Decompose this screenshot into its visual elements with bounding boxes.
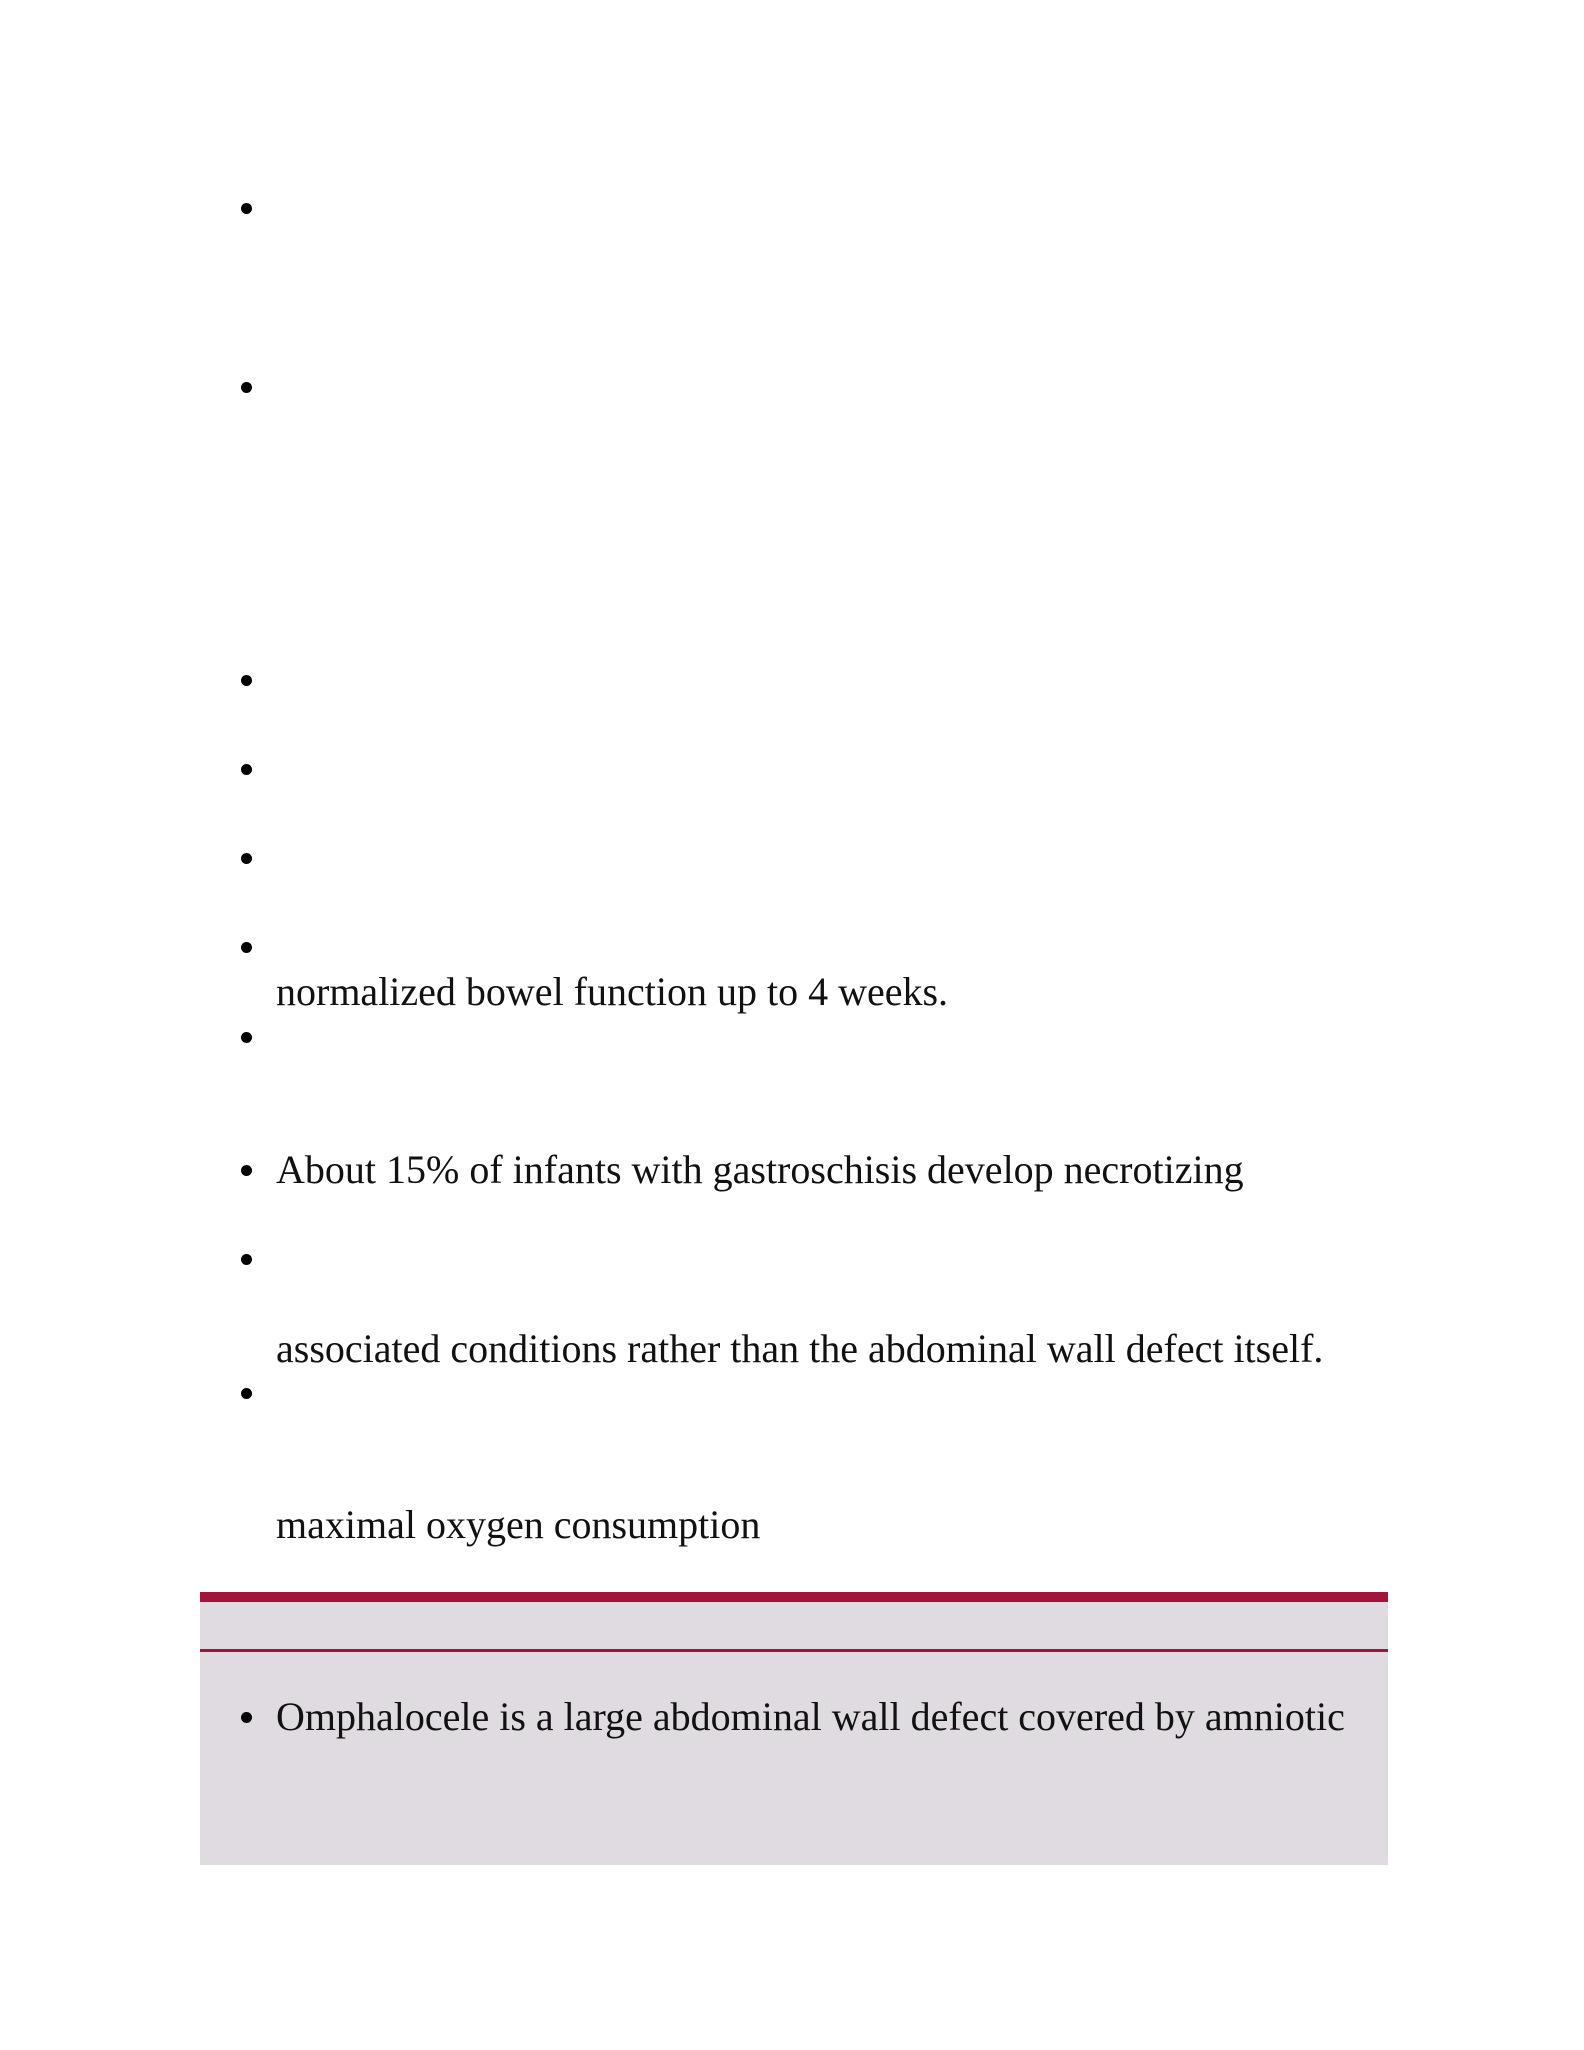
list-item-continuation: associated conditions rather than the abdominal wall defect itself.: [276, 1326, 1324, 1371]
list-bullet: [241, 1254, 252, 1265]
callout-top-rule: [200, 1592, 1388, 1602]
callout-box: [200, 1592, 1388, 1865]
list-bullet: [241, 764, 252, 775]
list-item-text: About 15% of infants with gastroschisis develop necrotizing: [276, 1147, 1244, 1192]
list-bullet: [241, 1388, 252, 1399]
callout-list-item-text: Omphalocele is a large abdominal wall defect covered by amniotic: [276, 1694, 1345, 1739]
list-item-continuation: maximal oxygen consumption: [276, 1502, 761, 1547]
list-bullet: [241, 1165, 252, 1176]
callout-divider: [200, 1649, 1388, 1652]
list-bullet: [241, 203, 252, 214]
list-bullet: [241, 942, 252, 953]
list-bullet: [241, 853, 252, 864]
list-bullet: [241, 382, 252, 393]
list-bullet: [241, 1032, 252, 1043]
list-bullet: [241, 675, 252, 686]
list-item-continuation: normalized bowel function up to 4 weeks.: [276, 969, 949, 1014]
list-bullet: [241, 1712, 252, 1723]
